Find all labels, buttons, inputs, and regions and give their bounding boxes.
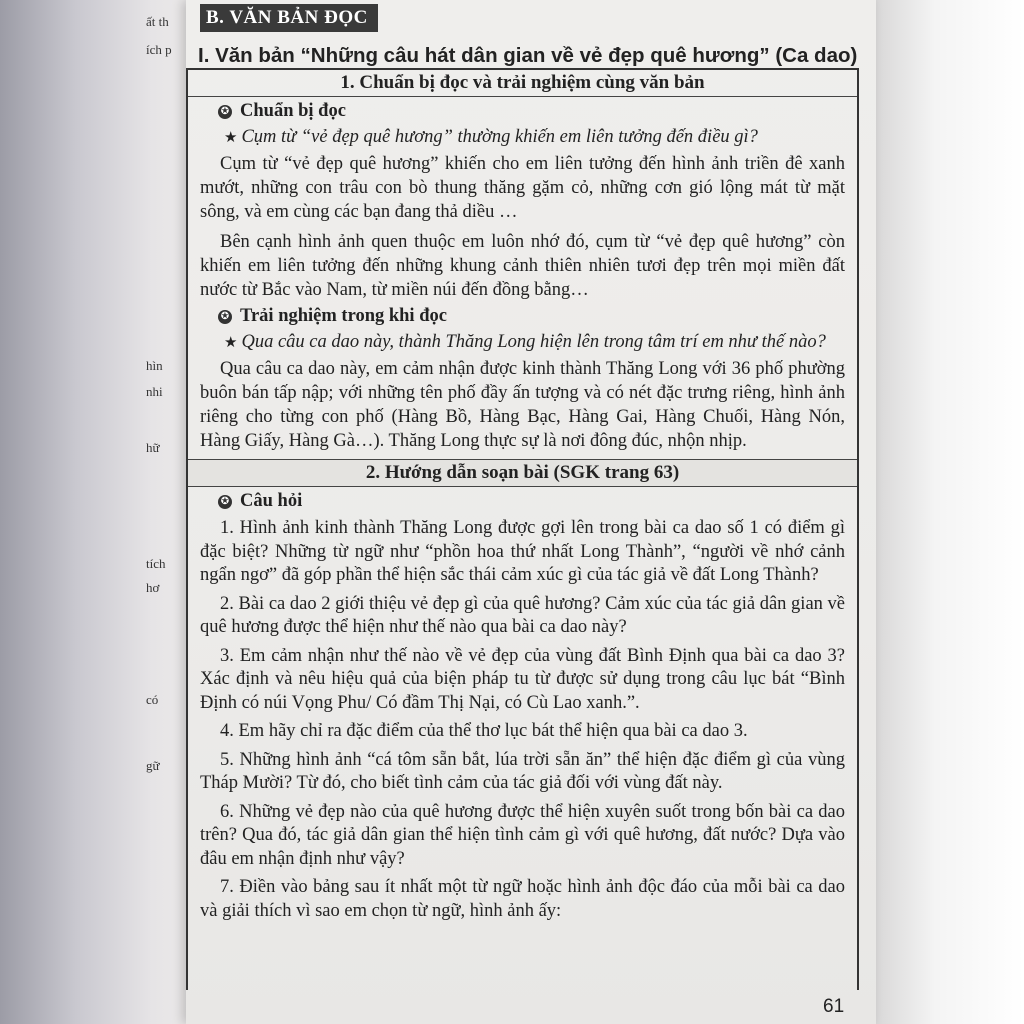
left-page-fragment: tích bbox=[146, 556, 166, 571]
star-icon: ★ bbox=[224, 128, 238, 146]
question-item: 4. Em hãy chỉ ra đặc điểm của thể thơ lục bát thể hiện qua bài ca dao 3. bbox=[220, 721, 748, 741]
left-page-fragment: gữ bbox=[146, 758, 160, 773]
questions-label: Câu hỏi bbox=[240, 491, 303, 511]
left-page-fragment: hữ bbox=[146, 440, 160, 455]
text-title: I. Văn bản “Những câu hát dân gian về vẻ đẹp quê hương” (Ca dao) bbox=[198, 44, 858, 67]
left-page-fragment: có bbox=[146, 692, 159, 707]
prep-label: Chuẩn bị đọc bbox=[240, 101, 346, 121]
left-page-peek bbox=[140, 0, 192, 1024]
star-bullet-icon: ✪ bbox=[218, 495, 232, 509]
left-page-fragment: hìn bbox=[146, 358, 163, 373]
question-item: 3. Em cảm nhận như thế nào về vẻ đẹp của vùng đất Bình Định qua bài ca dao 3? Xác định và nêu hiệu quả của biện pháp tu từ được sử dụng trong câu lục bát “Bình Định có núi Vọng Phu/ Có đầm Thị Nại, có Cù Lao xanh.”. bbox=[200, 645, 845, 713]
prep-answer-2: Bên cạnh hình ảnh quen thuộc em luôn nhớ đó, cụm từ “vẻ đẹp quê hương” còn khiến em liên tưởng đến những khung cảnh thiên nhiên tươi đẹp trên mọi miền đất nước từ Bắc vào Nam, từ miền núi đến đồng bằng… bbox=[200, 232, 845, 300]
right-backdrop bbox=[876, 0, 1024, 1024]
question-item: 7. Điền vào bảng sau ít nhất một từ ngữ hoặc hình ảnh độc đáo của mỗi bài ca dao và giải thích vì sao em chọn từ ngữ, hình ảnh ấy: bbox=[200, 877, 845, 921]
prep-question: ★ Cụm từ “vẻ đẹp quê hương” thường khiến em liên tưởng đến điều gì? bbox=[224, 127, 758, 147]
left-page-fragment: nhi bbox=[146, 384, 163, 399]
left-page-fragment: ích p bbox=[146, 42, 172, 57]
star-bullet-icon: ✪ bbox=[218, 310, 232, 324]
page-number: 61 bbox=[823, 996, 845, 1017]
prep-answer-1: Cụm từ “vẻ đẹp quê hương” khiến cho em liên tưởng đến hình ảnh triền đê xanh mướt, những con trâu con bò thung thăng gặm cỏ, những cơn gió lộng mát từ mặt sông, và em cùng các bạn đang thả diều … bbox=[200, 154, 845, 222]
star-icon: ★ bbox=[224, 333, 238, 351]
experience-answer: Qua câu ca dao này, em cảm nhận được kinh thành Thăng Long với 36 phố phường buôn bán tấp nập; với những tên phố đầy ấn tượng và có nét đặc trưng riêng, hình ảnh riêng cho từng con phố (Hàng Bồ, Hàng Bạc, Hàng Gai, Hàng Chuối, Hàng Nón, Hàng Giấy, Hàng Gà…). Thăng Long thực sự là nơi đông đúc, nhộn nhịp. bbox=[200, 359, 845, 451]
experience-label: Trải nghiệm trong khi đọc bbox=[240, 306, 447, 326]
question-list bbox=[188, 517, 857, 923]
question-item: 2. Bài ca dao 2 giới thiệu vẻ đẹp gì của quê hương? Cảm xúc của tác giả dân gian về quê hương được thể hiện như thế nào qua bài ca dao này? bbox=[200, 593, 845, 637]
left-page-fragment: ất th bbox=[146, 14, 169, 29]
part1-heading: 1. Chuẩn bị đọc và trải nghiệm cùng văn bản bbox=[188, 70, 857, 97]
prep-subheading bbox=[218, 101, 857, 122]
part2-heading: 2. Hướng dẫn soạn bài (SGK trang 63) bbox=[188, 459, 857, 487]
star-bullet-icon: ✪ bbox=[218, 105, 232, 119]
content-box bbox=[186, 68, 859, 990]
question-item: 1. Hình ảnh kinh thành Thăng Long được gợi lên trong bài ca dao số 1 có điểm gì đặc biệt? Những từ ngữ như “phồn hoa thứ nhất Long Thành”, “người về nhớ cảnh ngẩn ngơ” đã góp phần thể hiện sắc thái cảm xúc gì của tác giả về đất Long Thành? bbox=[200, 518, 845, 585]
question-item: 6. Những vẻ đẹp nào của quê hương được thể hiện xuyên suốt trong bốn bài ca dao trên? Qua đó, tác giả dân gian thể hiện tình cảm gì với quê hương, đất nước? Dựa vào đâu em nhận định như vậy? bbox=[200, 801, 845, 869]
question-item: 5. Những hình ảnh “cá tôm sẵn bắt, lúa trời sẵn ăn” thể hiện đặc điểm gì của vùng Tháp Mười? Từ đó, cho biết tình cảm của tác giả đối với vùng đất này. bbox=[200, 749, 845, 793]
questions-subheading bbox=[218, 491, 857, 512]
left-page-fragment: hơ bbox=[146, 580, 160, 595]
section-tag: B. VĂN BẢN ĐỌC bbox=[200, 4, 378, 32]
experience-question: ★ Qua câu ca dao này, thành Thăng Long hiện lên trong tâm trí em như thế nào? bbox=[224, 332, 826, 352]
experience-subheading bbox=[218, 306, 857, 327]
